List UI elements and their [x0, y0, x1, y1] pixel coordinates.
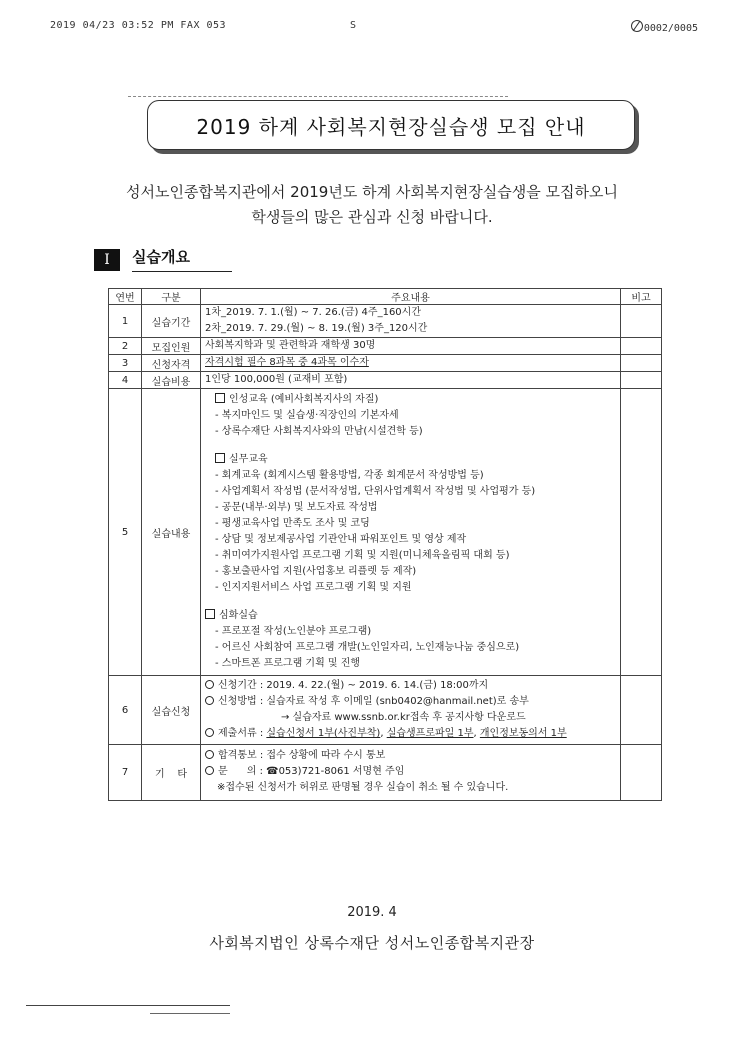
footer-date: 2019. 4: [347, 905, 397, 920]
page-title: 2019 하계 사회복지현장실습생 모집 안내: [196, 114, 586, 139]
no-entry-icon: [631, 20, 643, 32]
intro-line-1: 성서노인종합복지관에서 2019년도 하계 사회복지현장실습생을 모집하오니: [126, 183, 618, 201]
row-note: [621, 389, 662, 676]
checkbox-square-icon: [215, 453, 225, 463]
checkbox-square-icon: [215, 393, 225, 403]
row-note: [621, 745, 662, 801]
row-content: [201, 676, 621, 745]
apply-period: [205, 678, 616, 694]
row-note: [621, 355, 662, 372]
row-num: 3: [109, 355, 142, 372]
docs-separator: ,: [380, 728, 387, 739]
docs-separator: ,: [473, 728, 480, 739]
row-content: [201, 338, 621, 355]
apply-period-text: 신청기간 : 2019. 4. 22.(월) ~ 2019. 6. 14.(금) 18:00까지: [218, 680, 489, 691]
apply-download: → 실습자료 www.ssnb.or.kr접속 후 공지사항 다운로드: [281, 712, 526, 723]
row-content: [201, 372, 621, 389]
header-content: 주요내용: [201, 289, 621, 305]
row-category: 실습내용: [142, 389, 201, 676]
fax-page-number: [631, 20, 698, 34]
list-item: - 홍보출판사업 지원(사업홍보 리플렛 등 제작): [215, 566, 417, 577]
list-item: - 어르신 사회참여 프로그램 개발(노인일자리, 노인재능나눔 중심으로): [215, 642, 520, 653]
doc-profile: 실습생프로파일 1부: [386, 728, 474, 739]
cost: 1인당 100,000원 (교재비 포함): [205, 374, 348, 385]
section-heading: [94, 244, 244, 274]
row-category: 모집인원: [142, 338, 201, 355]
contact-text: 문 의 : ☎053)721-8061 서명현 주임: [218, 766, 405, 777]
group-heading-text: 인성교육 (예비사회복지사의 자질): [229, 394, 379, 405]
list-item: - 스마트폰 프로그램 기획 및 진행: [215, 658, 361, 669]
list-item: - 복지마인드 및 실습생·직장인의 기본자세: [215, 410, 399, 421]
notice-line: [205, 748, 616, 764]
footer-organization: 사회복지법인 상록수재단 성서노인종합복지관장: [209, 934, 535, 952]
row-num: 4: [109, 372, 142, 389]
circle-bullet-icon: [205, 728, 214, 737]
group-heading-text: 실무교육: [229, 454, 268, 465]
row-num: 5: [109, 389, 142, 676]
header-note: 비고: [621, 289, 662, 305]
fax-page-label: 0002/0005: [643, 23, 698, 34]
period-line-2: 2차_2019. 7. 29.(월) ~ 8. 19.(월) 3주_120시간: [205, 323, 428, 334]
doc-application: 실습신청서 1부(사진부착): [266, 728, 381, 739]
group-heading-text: 심화실습: [219, 610, 258, 621]
doc-consent: 개인정보동의서 1부: [479, 728, 567, 739]
eligibility: 자격시험 필수 8과목 중 4과목 이수자: [205, 357, 369, 368]
intro-line-2: 학생들의 많은 관심과 신청 바랍니다.: [251, 208, 493, 226]
notice-text: 합격통보 : 접수 상황에 따라 수시 통보: [218, 750, 386, 761]
checkbox-square-icon: [205, 609, 215, 619]
list-item: - 인지지원서비스 사업 프로그램 기획 및 지원: [215, 582, 412, 593]
row-note: [621, 305, 662, 338]
table-row: [109, 338, 662, 355]
circle-bullet-icon: [205, 680, 214, 689]
title-decoration: [128, 96, 508, 97]
header-category: 구분: [142, 289, 201, 305]
list-item: - 취미여가지원사업 프로그램 기획 및 지원(미니체육올림픽 대회 등): [215, 550, 510, 561]
row-num: 1: [109, 305, 142, 338]
row-content: [201, 355, 621, 372]
overview-table: [108, 288, 662, 801]
period-line-1: 1차_2019. 7. 1.(월) ~ 7. 26.(금) 4주_160시간: [205, 307, 421, 318]
contact-line: [205, 764, 616, 780]
docs-label: 제출서류 :: [218, 728, 267, 739]
intro-text: [0, 180, 744, 230]
section-number: I: [94, 249, 120, 271]
table-row: [109, 305, 662, 338]
recruit-count: 사회복지학과 및 관련학과 재학생 30명: [205, 340, 376, 351]
list-item: - 평생교육사업 만족도 조사 및 코딩: [215, 518, 370, 529]
table-row: [109, 389, 662, 676]
row-num: 6: [109, 676, 142, 745]
header-num: 연번: [109, 289, 142, 305]
table-row: [109, 676, 662, 745]
circle-bullet-icon: [205, 750, 214, 759]
row-content: [201, 389, 621, 676]
row-category: 기 타: [142, 745, 201, 801]
group-heading: [205, 608, 616, 624]
row-num: 2: [109, 338, 142, 355]
apply-method: [205, 694, 616, 710]
apply-docs: [205, 726, 616, 742]
list-item: - 프로포절 작성(노인분야 프로그램): [215, 626, 372, 637]
row-note: [621, 338, 662, 355]
section-title: 실습개요: [132, 246, 232, 272]
list-item: - 사업계획서 작성법 (문서작성법, 단위사업계획서 작성법 및 사업평가 등): [215, 486, 536, 497]
fax-timestamp: 2019 04/23 03:52 PM FAX 053: [50, 20, 227, 31]
circle-bullet-icon: [205, 766, 214, 775]
row-note: [621, 372, 662, 389]
table-row: [109, 355, 662, 372]
apply-method-text: 신청방법 : 실습자료 작성 후 이메일 (snb0402@hanmail.net)로 송부: [218, 696, 529, 707]
row-content: [201, 745, 621, 801]
bottom-divider-short: [150, 1013, 230, 1014]
title-box: [147, 100, 635, 150]
row-category: 실습비용: [142, 372, 201, 389]
list-item: - 회계교육 (회계시스템 활용방법, 각종 회계문서 작성방법 등): [215, 470, 484, 481]
row-category: 신청자격: [142, 355, 201, 372]
row-content: [201, 305, 621, 338]
fax-marker: S: [350, 20, 357, 31]
warning-note: ※접수된 신청서가 허위로 판명될 경우 실습이 취소 될 수 있습니다.: [217, 782, 509, 793]
table-row: [109, 745, 662, 801]
list-item: - 공문(내부·외부) 및 보도자료 작성법: [215, 502, 378, 513]
row-num: 7: [109, 745, 142, 801]
circle-bullet-icon: [205, 696, 214, 705]
fax-header: [0, 20, 744, 40]
row-note: [621, 676, 662, 745]
group-heading: [205, 452, 616, 468]
list-item: - 상담 및 정보제공사업 기관안내 파워포인트 및 영상 제작: [215, 534, 467, 545]
row-category: 실습기간: [142, 305, 201, 338]
row-category: 실습신청: [142, 676, 201, 745]
group-heading: [205, 392, 616, 408]
list-item: - 상록수재단 사회복지사와의 만남(시설견학 등): [215, 426, 423, 437]
table-header-row: [109, 289, 662, 305]
table-row: [109, 372, 662, 389]
bottom-divider: [26, 1005, 230, 1006]
